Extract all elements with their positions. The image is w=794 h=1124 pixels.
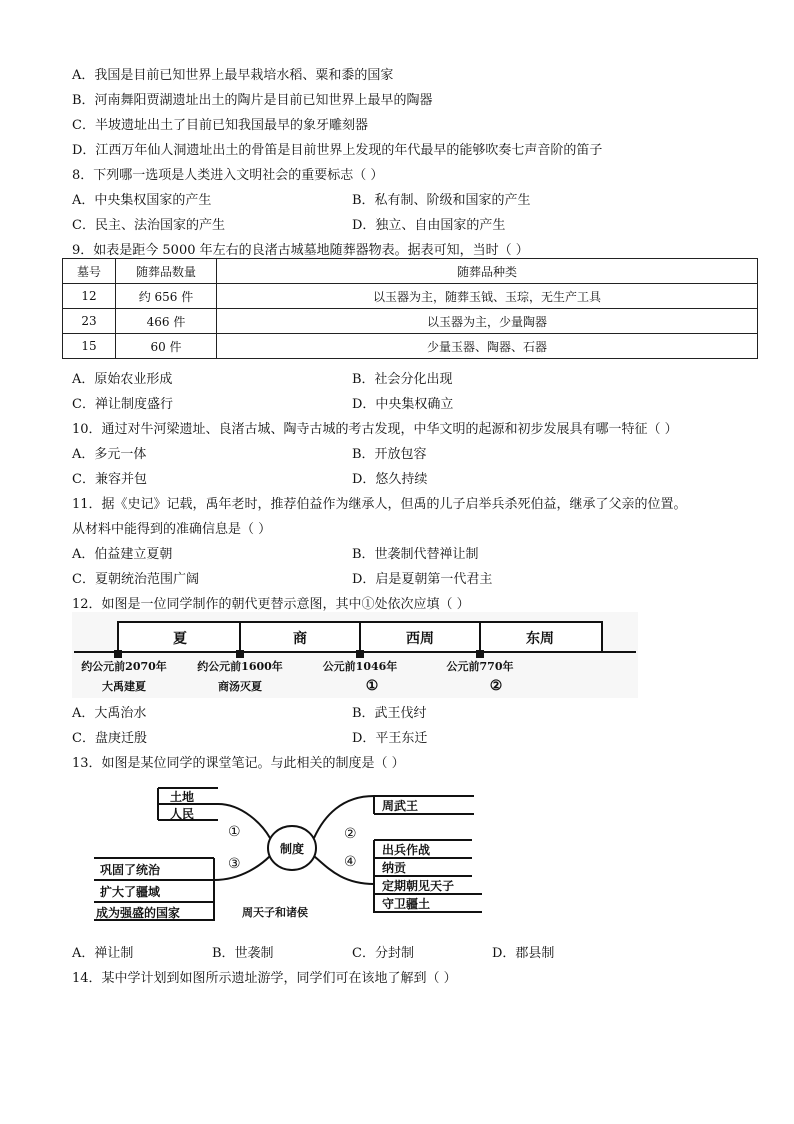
date-label: 约公元前2070年 (81, 660, 167, 673)
mindmap-item: 纳贡 (382, 861, 407, 875)
table-cell: 少量玉器、陶器、石器 (217, 334, 758, 359)
event-marker-1: ① (365, 678, 379, 694)
q13-option-d: D．郡县制 (492, 946, 555, 961)
q8-option-c: C．民主、法治国家的产生 (72, 218, 225, 233)
q9-option-a: A．原始农业形成 (72, 372, 173, 387)
q12-option-b: B．武王伐纣 (352, 706, 427, 721)
q7-option-b: B．河南舞阳贾湖遗址出土的陶片是目前已知世界上最早的陶器 (72, 93, 433, 108)
date-label: 约公元前1600年 (197, 660, 283, 673)
mindmap-item: 人民 (170, 807, 195, 821)
q13-option-c: C．分封制 (352, 946, 414, 961)
q13-option-b: B．世袭制 (212, 946, 274, 961)
mindmap-center: 制度 (279, 842, 305, 856)
table-header: 墓号 (63, 259, 116, 284)
table-cell: 466 件 (116, 309, 217, 334)
q9-option-d: D．中央集权确立 (352, 397, 454, 412)
q9-option-b: B．社会分化出现 (352, 372, 453, 387)
mindmap-item: 土地 (170, 790, 195, 804)
q11-option-b: B．世袭制代替禅让制 (352, 547, 479, 562)
q8-stem: 8．下列哪一选项是人类进入文明社会的重要标志（ ） (72, 168, 384, 183)
fenfeng-mindmap-figure (92, 780, 492, 930)
q10-option-d: D．悠久持续 (352, 472, 428, 487)
q10-option-b: B．开放包容 (352, 447, 427, 462)
date-label: 公元前770年 (446, 660, 514, 673)
q10-stem: 10．通过对牛河梁遗址、良渚古城、陶寺古城的考古发现，中华文明的起源和初步发展具有哪一特征（ ） (72, 422, 678, 437)
table-cell: 23 (63, 309, 116, 334)
dynasty-western-zhou: 西周 (406, 631, 434, 647)
mindmap-item: 巩固了统治 (100, 863, 161, 877)
mindmap-marker: ④ (344, 854, 357, 870)
q12-option-d: D．平王东迁 (352, 731, 428, 746)
table-cell: 以玉器为主，随葬玉钺、玉琮，无生产工具 (217, 284, 758, 309)
mindmap-marker: ② (344, 826, 357, 842)
q7-option-c: C．半坡遗址出土了目前已知我国最早的象牙雕刻器 (72, 118, 368, 133)
event-marker-2: ② (489, 678, 503, 694)
grave-goods-table (62, 258, 758, 359)
q11-stem-line1: 11．据《史记》记载，禹年老时，推荐伯益作为继承人，但禹的儿子启举兵杀死伯益，继承了父亲的位置。 (72, 497, 687, 512)
table-header-row (63, 259, 758, 284)
table-row (63, 334, 758, 359)
event-label: 大禹建夏 (102, 680, 146, 693)
q9-stem: 9．如表是距今 5000 年左右的良渚古城墓地随葬器物表。据表可知，当时（ ） (72, 243, 529, 258)
table-cell: 12 (63, 284, 116, 309)
event-label: 商汤灭夏 (218, 680, 262, 693)
q11-option-c: C．夏朝统治范围广阔 (72, 572, 199, 587)
q13-stem: 13．如图是某位同学的课堂笔记。与此相关的制度是（ ） (72, 756, 405, 771)
mindmap-item: 出兵作战 (382, 843, 431, 857)
table-cell: 以玉器为主，少量陶器 (217, 309, 758, 334)
mindmap-item: 定期朝见天子 (382, 879, 455, 893)
mindmap-marker: ① (228, 824, 241, 840)
q10-option-c: C．兼容并包 (72, 472, 147, 487)
mindmap-item: 扩大了疆域 (100, 885, 161, 899)
mindmap-caption: 周天子和诸侯 (242, 906, 308, 919)
dynasty-shang: 商 (293, 631, 307, 647)
table-cell: 15 (63, 334, 116, 359)
mindmap-marker: ③ (228, 856, 241, 872)
q11-option-a: A．伯益建立夏朝 (72, 547, 173, 562)
q12-option-c: C．盘庚迁殷 (72, 731, 147, 746)
q11-option-d: D．启是夏朝第一代君主 (352, 572, 493, 587)
table-cell: 约 656 件 (116, 284, 217, 309)
mindmap-item: 周武王 (382, 799, 419, 813)
table-cell: 60 件 (116, 334, 217, 359)
q13-option-a: A．禅让制 (72, 946, 134, 961)
q10-option-a: A．多元一体 (72, 447, 147, 462)
q14-stem: 14．某中学计划到如图所示遗址游学，同学们可在该地了解到（ ） (72, 971, 457, 986)
dynasty-xia: 夏 (173, 631, 187, 647)
q8-option-a: A．中央集权国家的产生 (72, 193, 212, 208)
table-header: 随葬品种类 (217, 259, 758, 284)
q7-option-a: A．我国是目前已知世界上最早栽培水稻、粟和黍的国家 (72, 68, 394, 83)
q8-option-b: B．私有制、阶级和国家的产生 (352, 193, 531, 208)
date-label: 公元前1046年 (322, 660, 398, 673)
q11-stem-line2: 从材料中能得到的准确信息是（ ） (72, 522, 272, 537)
q8-option-d: D．独立、自由国家的产生 (352, 218, 506, 233)
table-row (63, 284, 758, 309)
q7-option-d: D．江西万年仙人洞遗址出土的骨笛是目前世界上发现的年代最早的能够吹奏七声音阶的笛子 (72, 143, 603, 158)
dynasty-eastern-zhou: 东周 (526, 631, 554, 647)
mindmap-item: 成为强盛的国家 (96, 906, 181, 920)
mindmap-item: 守卫疆土 (382, 897, 431, 911)
dynasty-timeline-figure (72, 612, 638, 698)
q12-option-a: A．大禹治水 (72, 706, 147, 721)
q9-option-c: C．禅让制度盛行 (72, 397, 173, 412)
table-header: 随葬品数量 (116, 259, 217, 284)
q12-stem: 12．如图是一位同学制作的朝代更替示意图，其中①处依次应填（ ） (72, 597, 470, 612)
table-row (63, 309, 758, 334)
